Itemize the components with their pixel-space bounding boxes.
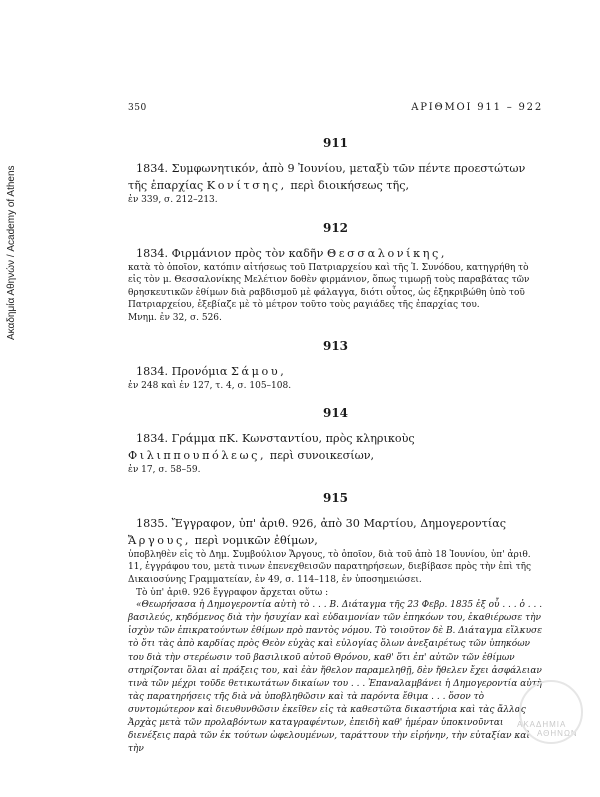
entry-quote: «Θεωρήσασα ἡ Δημογεροντία αὐτὴ τὸ . . . Β. Διάταγμα τῆς 23 Φεβρ. 1835 ἐξ οὗ . . . ὁ . . . βασιλεύς, κηδόμενος διὰ τὴν ἡσυχίαν καὶ εὐδαιμονίαν τῶν ἐπηκόων του, ἐκαθιέρωσε τὴν ἰσχὺν τῶν ἐπικρατούντων ἐθίμων πρὸ παντὸς νόμου. Τὸ τοιοῦτον δὲ Β. Διάταγμα εἵλκυσε τὸ ὅτι τὰς ἀπὸ καρδίας πρὸς Θεὸν εὐχὰς καὶ εὐλογίας ὅλων ἀνεξαιρέτως τῶν ὑπηκόων του διὰ τὴν στερέωσιν τοῦ βασιλικοῦ αὐτοῦ Θρόνου, καθ' ὅτι ἐπ' αὐτῶν τῶν ἐθίμων στηρίζονται ὅλαι αἱ πράξεις του, καὶ ἐὰν ἤθελον παραμεληθῇ, δὲν ἤθελεν ἔχει ἀσφάλειαν τινὰ τῶν μέχρι τοῦδε θετικωτάτων δικαίων του . . . Ἐπαναλαμβάνει ἡ Δημογεροντία αὐτὴ τὰς παρατηρήσεις τῆς διὰ νὰ ὑποβληθῶσιν καὶ τὰ παρόντα ἔθιμα . . . ὅσον τὸ συντομώτερον καὶ διευθυνθῶσιν ἐκεῖθεν εἰς τὰ καθεστῶτα δικαστήρια καὶ τὰς ἄλλας Ἀρχὰς μετὰ τῶν προλαβόντων καταγραφέντων, ἐπειδὴ καθ' ἡμέραν ὑποκινοῦνται διενέξεις παρὰ τῶν ἐκ τούτων ὠφελουμένων, ταράττουν τὴν εἰρήνην, τὴν εὐταξίαν καὶ τὴν <box>128 600 543 755</box>
page-number: 350 <box>128 103 147 113</box>
heading-spaced-name: Θεσσαλονίκης, <box>326 246 448 260</box>
entry-912 <box>128 221 543 325</box>
entry-number: 915 <box>322 490 349 505</box>
entry-body: κατὰ τὸ ὁποῖον, κατόπιν αἰτήσεως τοῦ Πατριαρχείου καὶ τῆς Ἱ. Συνόδου, κατηγρήθη τὸ εἰς τὸν μ. Θεσσαλονίκης Μελέτιον δοθὲν φιρμάνιον, ὅπως τιμωρῇ τοὺς παραβάτας τῶν θρησκευτικῶν ἐθίμων διὰ ραβδισμοῦ μὲ φάλαγγα, διότι οὗτος, ὡς ἐξηκριβώθη ὑπὸ τοῦ Πατριαρχείου, ἐξεβίαζε μὲ τὸ μέτρον τοῦτο τοὺς ραγιάδες τῆς ἐπαρχίας του. <box>128 262 530 311</box>
heading-text-tail: περὶ νομικῶν ἐθίμων, <box>194 533 318 547</box>
heading-spaced-name: Σάμου, <box>230 364 287 378</box>
entry-911 <box>128 136 543 207</box>
side-watermark <box>6 40 24 340</box>
entry-body: ὑποβληθὲν εἰς τὸ Δημ. Συμβούλιον Ἄργους, τὸ ὁποῖον, διὰ τοῦ ἀπὸ 18 Ἰουνίου, ὑπ' ἀριθ. 11, ἐγγράφου του, μετὰ τινων ἐπενεχθεισῶν παρατηρήσεων, διεβίβασε πρὸς τὴν ἐπὶ τῆς Δικαιοσύνης Γραμματείαν, ἐν 49, σ. 114–118, ἐν ὑποσημειώσει. <box>128 549 532 585</box>
heading-text: 1834. Φιρμάνιον πρὸς τὸν καδῆν <box>136 246 324 260</box>
entry-heading <box>128 160 543 194</box>
heading-text: 1834. Προνόμια <box>136 364 228 378</box>
entry-reference: ἐν 339, σ. 212–213. <box>128 195 218 205</box>
entry-intro: Τὸ ὑπ' ἀριθ. 926 ἔγγραφον ἄρχεται οὕτω : <box>136 587 329 598</box>
entry-reference: Μνημ. ἐν 32, σ. 526. <box>128 312 222 323</box>
page-header <box>128 102 543 116</box>
heading-spaced-name: Φιλιππουπόλεως, <box>128 449 267 463</box>
running-title: ΑΡΙΘΜΟΙ 911 – 922 <box>411 102 543 113</box>
entry-heading <box>128 245 543 262</box>
entry-heading <box>128 515 543 549</box>
side-label: Ακαδημία Αθηνών / Academy of Athens <box>6 165 17 340</box>
academy-watermark <box>515 720 585 738</box>
entry-heading <box>128 363 543 380</box>
emblem-icon <box>519 680 583 744</box>
heading-text: 1835. Ἔγγραφον, ὑπ' ἀριθ. 926, ἀπὸ 30 Μαρτίου, Δημογεροντίας <box>136 516 507 530</box>
entry-number: 914 <box>322 406 349 421</box>
entry-reference: ἐν 248 καὶ ἐν 127, τ. 4, σ. 105–108. <box>128 380 292 391</box>
entry-number: 912 <box>322 220 349 235</box>
watermark-line1: ΑΚΑΔΗΜΙΑ <box>517 720 567 729</box>
entry-reference: ἐν 17, σ. 58–59. <box>128 465 201 476</box>
entry-heading <box>128 430 543 464</box>
document-page <box>128 102 543 756</box>
heading-text-tail: περὶ συνοικεσίων, <box>269 449 375 463</box>
heading-text: 1834. Γράμμα πΚ. Κωνσταντίου, πρὸς κληρικοὺς <box>136 432 415 446</box>
heading-text: 1834. Συμφωνητικόν, ἀπὸ 9 Ἰουνίου, μεταξὺ τῶν πέντε προεστώτων τῆς ἐπαρχίας <box>128 162 526 192</box>
heading-spaced-name: Ἄργους, <box>128 533 192 547</box>
heading-text-tail: περὶ διοικήσεως τῆς, <box>290 179 410 192</box>
entry-number: 911 <box>322 136 349 150</box>
entry-number: 913 <box>322 338 349 353</box>
entry-914 <box>128 406 543 477</box>
watermark-line2: ΑΘΗΝΩΝ <box>537 729 578 738</box>
entry-915 <box>128 491 543 757</box>
heading-spaced-name: Κονίτσης, <box>206 179 287 192</box>
entry-913 <box>128 339 543 393</box>
